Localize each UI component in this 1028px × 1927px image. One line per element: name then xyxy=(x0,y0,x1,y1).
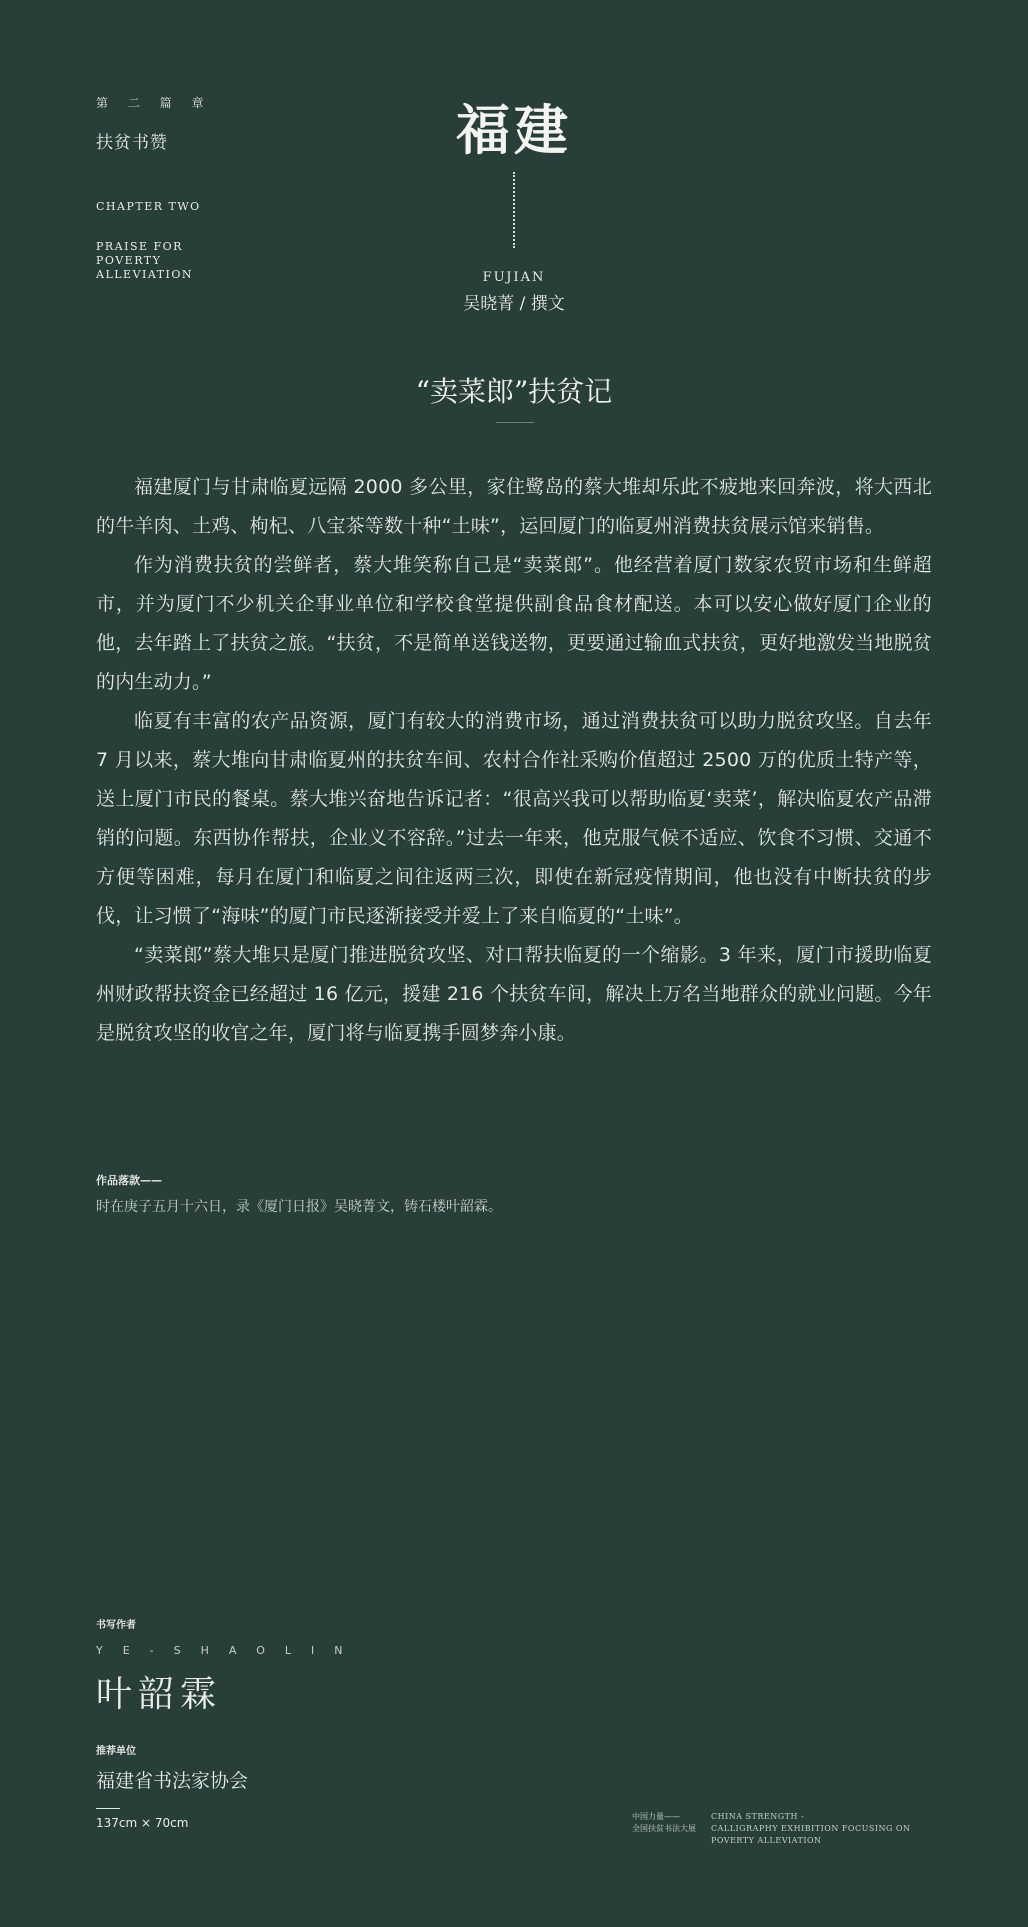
artwork-size: 137cm × 70cm xyxy=(96,1816,189,1830)
writer-label: 书写作者 xyxy=(96,1620,136,1631)
chapter-label: 第 二 篇 章 xyxy=(96,96,212,110)
inscription-label: 作品落款—— xyxy=(96,1174,162,1187)
region-title-en: FUJIAN xyxy=(482,270,546,285)
title-divider xyxy=(496,422,534,423)
exhibition-logo-en xyxy=(711,1811,951,1847)
article-paragraph: “卖菜郎”蔡大堆只是厦门推进脱贫攻坚、对口帮扶临夏的一个缩影。3 年来，厦门市援助临夏州财政帮扶资金已经超过 16 亿元，援建 216 个扶贫车间，解决上万名当地群众的就业问题。今年是脱贫攻坚的收官之年，厦门将与临夏携手圆梦奔小康。 xyxy=(96,944,932,1044)
chapter-title-cn: 扶贫书赞 xyxy=(96,133,168,153)
region-title: 福建 xyxy=(456,98,572,162)
recommender-name: 福建省书法家协会 xyxy=(96,1770,249,1792)
article-title: “卖菜郎”扶贫记 xyxy=(415,375,613,408)
chapter-subtitle-en: PRAISE FOR POVERTY ALLEVIATION xyxy=(96,240,194,281)
exhibition-logo-cn xyxy=(632,1811,712,1835)
article-paragraph: 福建厦门与甘肃临夏远隔 2000 多公里，家住鹭岛的蔡大堆却乐此不疲地来回奔波，将大西北的牛羊肉、土鸡、枸杞、八宝茶等数十种“土味”，运回厦门的临夏州消费扶贫展示馆来销售。 xyxy=(96,476,932,537)
exhibition-logo-cn-line1: 中国力量—— xyxy=(632,1812,680,1821)
recommender-label: 推荐单位 xyxy=(96,1746,136,1757)
writer-pinyin: YE-SHAOLIN xyxy=(96,1644,363,1657)
size-divider xyxy=(96,1808,120,1809)
exhibition-logo-en-line1: CHINA STRENGTH - xyxy=(711,1812,805,1821)
inscription-text: 时在庚子五月十六日，录《厦门日报》吴晓菁文，铸石楼叶韶霖。 xyxy=(96,1199,502,1215)
chapter-title-en: CHAPTER TWO xyxy=(96,200,201,213)
article-author: 吴晓菁 / 撰文 xyxy=(463,294,565,314)
article-paragraph: 临夏有丰富的农产品资源，厦门有较大的消费市场，通过消费扶贫可以助力脱贫攻坚。自去年 7 月以来，蔡大堆向甘肃临夏州的扶贫车间、农村合作社采购价值超过 2500 万的优质土特产等，送上厦门市民的餐桌。蔡大堆兴奋地告诉记者：“很高兴我可以帮助临夏‘卖菜’，解决临夏农产品滞销的问题。东西协作帮扶，企业义不容辞。”过去一年来，他克服气候不适应、饮食不习惯、交通不方便等困难，每月在厦门和临夏之间往返两三次，即使在新冠疫情期间，他也没有中断扶贫的步伐，让习惯了“海味”的厦门市民逐渐接受并爱上了来自临夏的“土味”。 xyxy=(96,710,932,927)
article-body xyxy=(96,468,932,1053)
exhibition-logo-cn-line2: 全国扶贫书法大展 xyxy=(632,1824,696,1833)
writer-name: 叶韶霖 xyxy=(96,1674,223,1715)
dotted-divider xyxy=(513,172,515,248)
exhibition-logo-en-line2: CALLIGRAPHY EXHIBITION FOCUSING ON POVERTY ALLEVIATION xyxy=(711,1824,911,1845)
article-paragraph: 作为消费扶贫的尝鲜者，蔡大堆笑称自己是“卖菜郎”。他经营着厦门数家农贸市场和生鲜超市，并为厦门不少机关企事业单位和学校食堂提供副食品食材配送。本可以安心做好厦门企业的他，去年踏上了扶贫之旅。“扶贫，不是简单送钱送物，更要通过输血式扶贫，更好地激发当地脱贫的内生动力。” xyxy=(96,554,932,693)
